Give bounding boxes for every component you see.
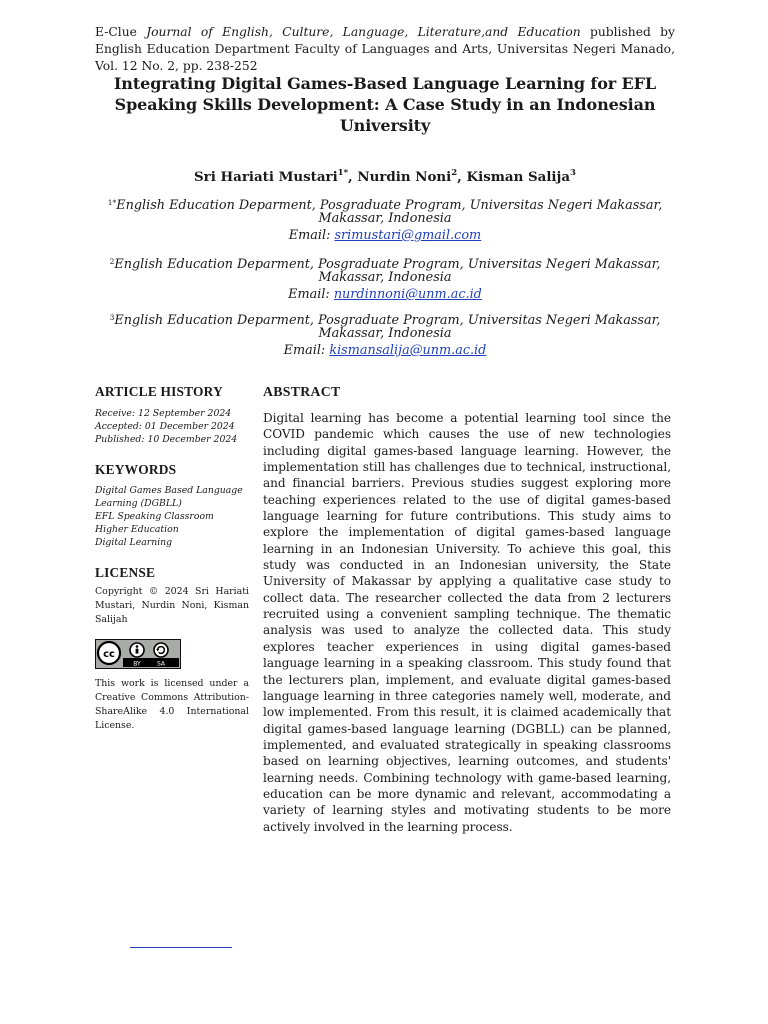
license-statement: This work is licensed under a Creative Commons Attribution-ShareAlike 4.0 International License. [95, 677, 249, 731]
publisher-info: published by English Education Department Faculty of Languages and Arts, Universitas Negeri Manado, Vol. 12 No. 2, pp. 238-252 [95, 25, 675, 73]
journal-prefix: E-Clue [95, 25, 147, 39]
affiliation-mark: 1* [107, 198, 117, 207]
affiliation-2 [95, 258, 675, 303]
journal-name: Journal of English, Culture, Language, Literature,and Education [146, 25, 581, 39]
footnote-rule [130, 947, 232, 948]
article-title: Integrating Digital Games-Based Language Learning for EFL Speaking Skills Development: A Case Study in an Indonesian University [113, 74, 657, 135]
sharealike-icon [154, 643, 168, 657]
affiliation-text: English Education Deparment, Posgraduate Program, Universitas Negeri Makassar, Makassar, Indonesia [114, 313, 661, 341]
author-name: Sri Hariati Mustari [194, 169, 338, 185]
author-separator: , [348, 169, 358, 185]
author-email-link[interactable]: nurdinnoni@unm.ac.id [333, 287, 482, 302]
creative-commons-by-sa-badge[interactable] [95, 639, 181, 669]
abstract-text: Digital learning has become a potential learning tool since the COVID pandemic which causes the use of new technologies including digital games-based language learning. However, the implementation still has challenges due to technical, instructional, and financial barriers. Previous studies suggest exploring more teaching experiences related to the use of digital games-based language learning for future contributions. This study aims to explore the implementation of digital games-based language learning in an Indonesian University. To achieve this goal, this study was conducted in an Indonesian university, the State University of Makassar by applying a qualitative case study to collect data. The researcher collected the data from 2 lecturers recruited using a convenient sampling technique. The thematic analysis was used to analyze the collected data. This study explores teacher experiences in using digital games-based language learning in a speaking classroom. This study found that the lecturers plan, implement, and evaluate digital games-based language learning in three categories namely well, moderate, and low implemented. From this result, it is claimed academically that digital games-based language learning (DGBLL) can be planned, implemented, and evaluated strategically in speaking classrooms based on learning objectives, learning outcomes, and students' learning needs. Combining technology with game-based learning, education can be more dynamic and relevant, accommodating a variety of learning styles and motivating students to be more actively involved in the learning process. [263, 411, 671, 834]
author-email-link[interactable]: srimustari@gmail.com [334, 228, 482, 243]
author-email-link[interactable]: kismansalija@unm.ac.id [329, 343, 487, 358]
author-separator: , [457, 169, 467, 185]
keywords-list [95, 484, 249, 550]
author-list [95, 168, 675, 186]
affiliation-1 [95, 199, 675, 244]
license-heading: LICENSE [95, 564, 156, 580]
cc-by-label: BY [133, 660, 141, 667]
email-label: Email: [288, 228, 335, 243]
affiliation-mark: 3 [109, 313, 115, 322]
keyword-item: EFL Speaking Classroom [95, 511, 214, 523]
article-sidebar [95, 383, 249, 733]
abstract-section [263, 383, 671, 835]
keyword-item: Higher Education [95, 524, 179, 536]
author-mark: 2 [451, 168, 458, 178]
email-label: Email: [288, 287, 334, 302]
affiliation-3 [95, 314, 675, 359]
copyright-notice: Copyright © 2024 Sri Hariati Mustari, Nurdin Noni, Kisman Salijah [95, 585, 249, 625]
email-label: Email: [283, 343, 330, 358]
svg-text:cc: cc [103, 648, 115, 660]
keyword-item: Digital Learning [95, 537, 173, 549]
history-item: Accepted: 01 December 2024 [95, 421, 235, 433]
journal-header [95, 24, 675, 75]
author-name: Nurdin Noni [357, 169, 452, 185]
cc-sa-label: SA [156, 660, 166, 667]
author-mark: 1* [337, 168, 349, 178]
author-mark: 3 [570, 168, 576, 178]
keywords-heading: KEYWORDS [95, 461, 177, 477]
article-history-heading: ARTICLE HISTORY [95, 384, 223, 399]
abstract-heading: ABSTRACT [263, 384, 341, 399]
author-name: Kisman Salija [466, 169, 571, 185]
affiliation-text: English Education Deparment, Posgraduate Program, Universitas Negeri Makassar, Makassar, Indonesia [114, 257, 661, 285]
affiliation-text: English Education Deparment, Posgraduate Program, Universitas Negeri Makassar, Makassar, Indonesia [116, 198, 663, 226]
history-item: Published: 10 December 2024 [95, 434, 238, 446]
cc-badge-graphic [96, 640, 179, 667]
article-history-list [95, 407, 249, 447]
affiliation-mark: 2 [109, 257, 115, 266]
history-item: Receive: 12 September 2024 [95, 408, 232, 419]
keyword-item: Digital Games Based Language Learning (DGBLL) [95, 484, 243, 509]
